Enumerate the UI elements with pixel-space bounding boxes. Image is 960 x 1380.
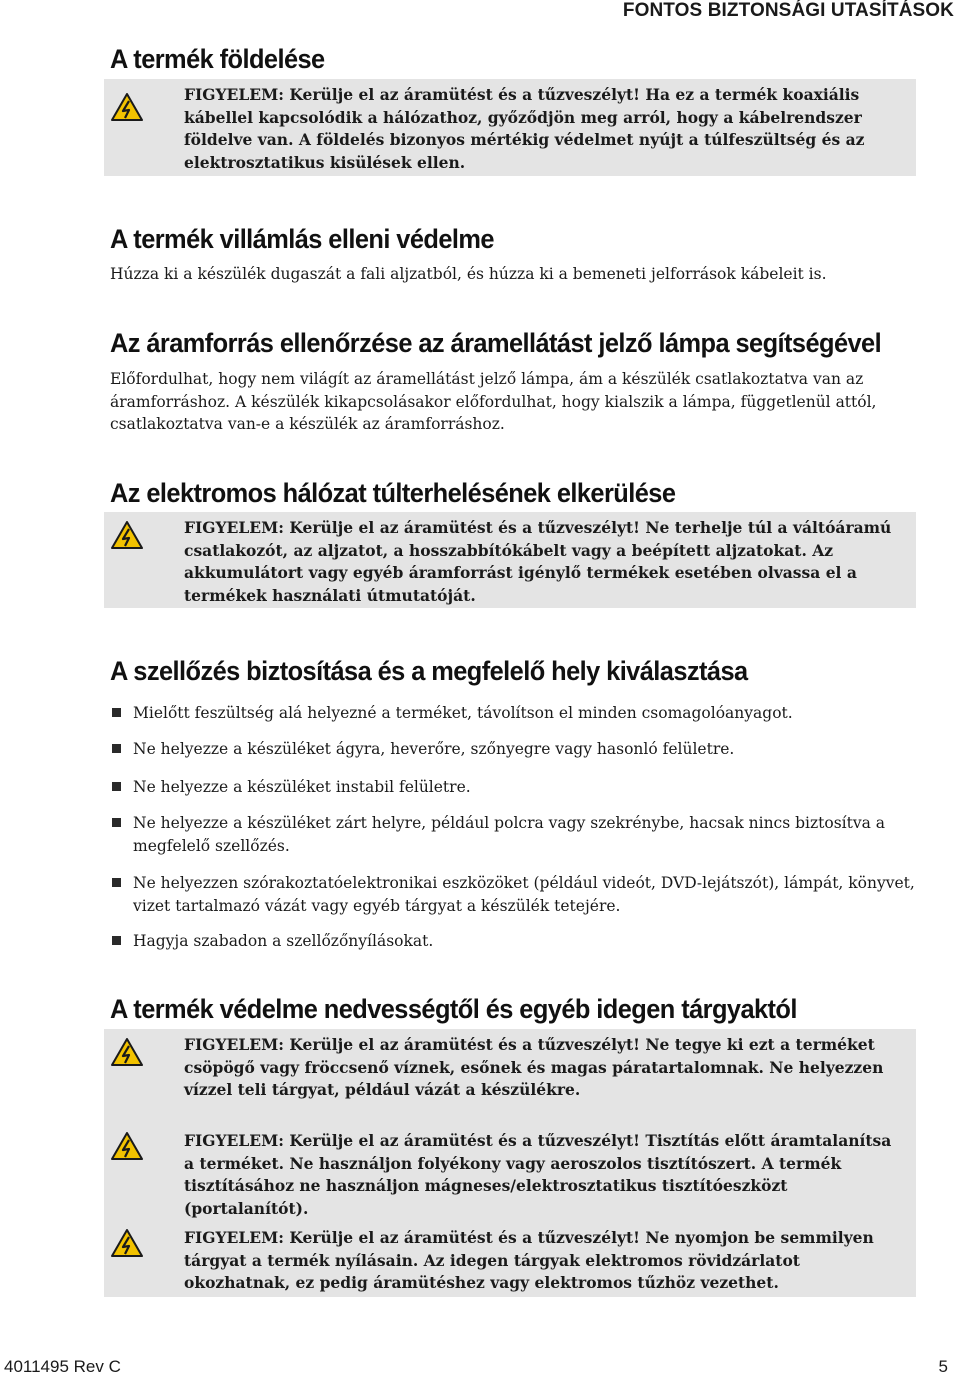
list-item-text: Hagyja szabadon a szellőzőnyílásokat.: [133, 932, 434, 950]
list-item-text: Ne helyezze a készüléket ágyra, heverőre, szőnyegre vagy hasonló felületre.: [133, 740, 735, 758]
bullet-marker: [112, 782, 121, 791]
warning-icon: [110, 520, 144, 550]
list-item: [110, 930, 950, 953]
paragraph-lightning: Húzza ki a készülék dugaszát a fali aljzatból, és húzza ki a bemeneti jelforrások kábeleit is.: [110, 265, 827, 283]
warning-box-overload: [104, 512, 916, 608]
bullet-marker: [112, 818, 121, 827]
bullet-marker: [112, 936, 121, 945]
warning-text-moisture-2: FIGYELEM: Kerülje el az áramütést és a tűzveszélyt! Tisztítás előtt áramtalanítsa a terméket. Ne használjon folyékony vagy aeroszolos tisztítószert. A termék tisztításához ne használjon mágneses/elektrosztatikus tisztítóeszközt (portalanítót).: [184, 1131, 892, 1218]
page-number: 5: [938, 1357, 948, 1376]
warning-icon: [110, 92, 144, 122]
warning-icon: [110, 1037, 144, 1067]
running-header: FONTOS BIZTONSÁGI UTASÍTÁSOK: [622, 0, 954, 21]
list-item: [110, 812, 950, 857]
footer-doc-id: 4011495 Rev C: [4, 1357, 121, 1376]
section-title-power-led: Az áramforrás ellenőrzése az áramellátást jelző lámpa segítségével: [110, 328, 882, 358]
warning-text-moisture-3: FIGYELEM: Kerülje el az áramütést és a tűzveszélyt! Ne nyomjon be semmilyen tárgyat a termék nyílásain. Az idegen tárgyak elektromos rövidzárlatot okozhatnak, ez pedig áramütéshez vagy elektromos tűzhöz vezethet.: [184, 1228, 874, 1292]
warning-icon: [110, 1228, 144, 1258]
list-item: [110, 776, 950, 799]
warning-icon: [110, 1131, 144, 1161]
paragraph-power-led: Előfordulhat, hogy nem világít az áramellátást jelző lámpa, ám a készülék csatlakoztatva van az áramforráshoz. A készülék kikapcsolásakor előfordulhat, hogy kialszik a lámpa, függetlenül attól, csatlakoztatva van-e a készülék az áramforráshoz.: [110, 370, 877, 433]
section-title-ventilation: A szellőzés biztosítása és a megfelelő hely kiválasztása: [110, 656, 748, 686]
list-item-text: Mielőtt feszültség alá helyezné a terméket, távolítson el minden csomagolóanyagot.: [133, 704, 793, 722]
warning-box-grounding: [104, 79, 916, 176]
section-title-moisture: A termék védelme nedvességtől és egyéb idegen tárgyaktól: [110, 994, 797, 1024]
warning-text-overload: FIGYELEM: Kerülje el az áramütést és a tűzveszélyt! Ne terhelje túl a váltóáramú csatlakozót, az aljzatot, a hosszabbítókábelt vagy a beépített aljzatokat. Az akkumulátort vagy egyéb áramforrást igénylő termékek esetében olvassa el a termékek használati útmutatóját.: [184, 518, 892, 605]
bullet-marker: [112, 744, 121, 753]
list-item-text: Ne helyezze a készüléket zárt helyre, például polcra vagy szekrénybe, hacsak nincs biztosítva a megfelelő szellőzés.: [133, 814, 886, 855]
warning-text-grounding: FIGYELEM: Kerülje el az áramütést és a tűzveszélyt! Ha ez a termék koaxiális kábellel kapcsolódik a hálózathoz, győződjön meg arról, hogy a kábelrendszer földelve van. A földelés bizonyos mértékig védelmet nyújt a túlfeszültség és az elektrosztatikus kisülések ellen.: [184, 85, 865, 172]
list-item: [110, 738, 950, 761]
list-item-text: Ne helyezzen szórakoztatóelektronikai eszközöket (például videót, DVD-lejátszót), lámpát, könyvet, vizet tartalmazó vázát vagy egyéb tárgyat a készülék tetejére.: [133, 874, 915, 915]
warning-text-moisture-1: FIGYELEM: Kerülje el az áramütést és a tűzveszélyt! Ne tegye ki ezt a terméket csöpögő vagy fröccsenő víznek, esőnek és magas páratartalomnak. Ne helyezzen vízzel teli tárgyat, például vázát a készülékre.: [184, 1035, 884, 1099]
bullet-marker: [112, 708, 121, 717]
bullet-marker: [112, 878, 121, 887]
section-title-overload: Az elektromos hálózat túlterhelésének elkerülése: [110, 478, 676, 508]
list-item: [110, 702, 950, 725]
section-title-grounding: A termék földelése: [110, 44, 325, 74]
section-title-lightning: A termék villámlás elleni védelme: [110, 224, 494, 254]
list-item: [110, 872, 950, 917]
warning-box-moisture: [104, 1029, 916, 1297]
list-item-text: Ne helyezze a készüléket instabil felületre.: [133, 778, 471, 796]
